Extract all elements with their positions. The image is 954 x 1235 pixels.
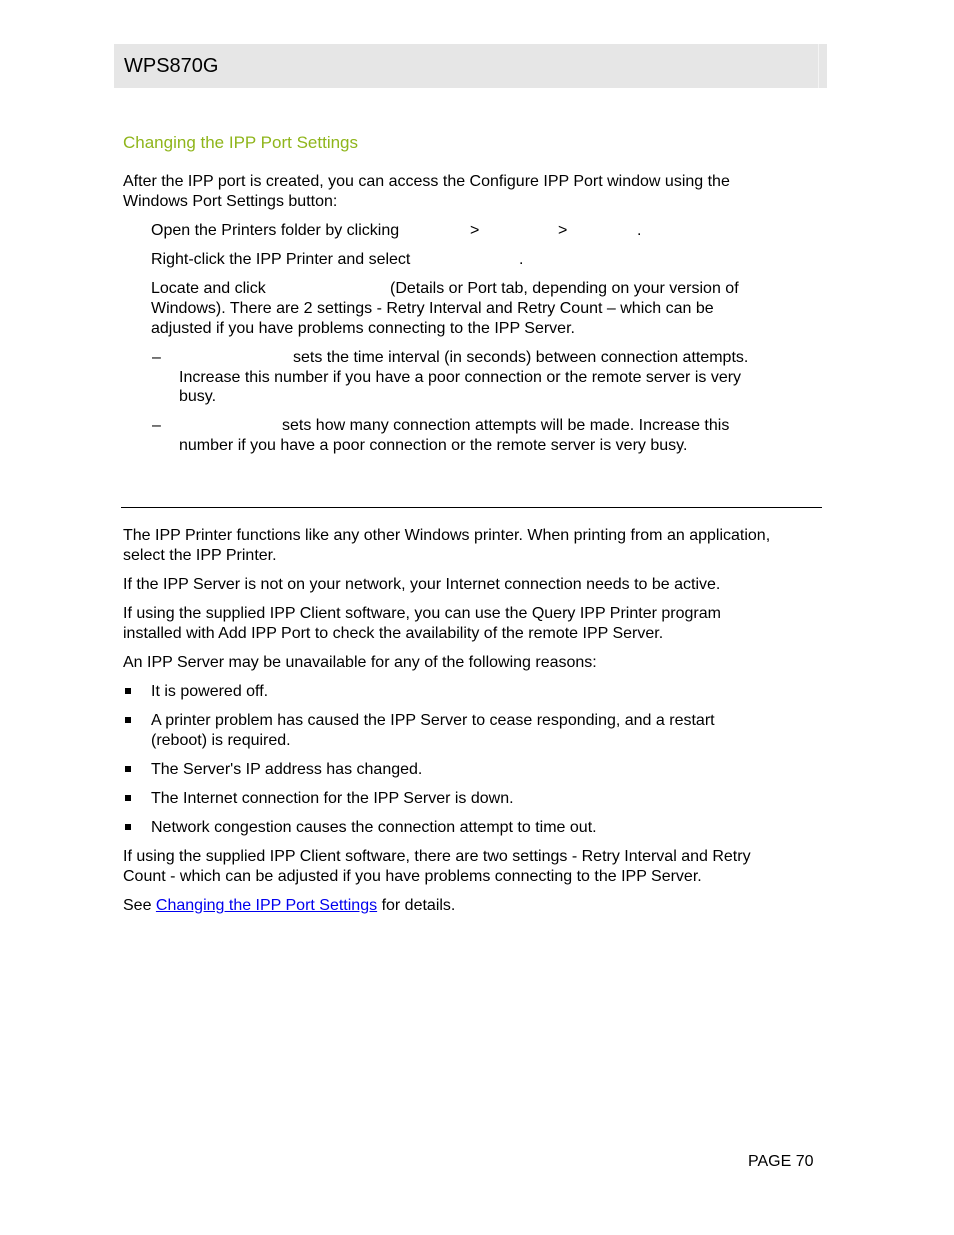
header-divider bbox=[818, 44, 819, 88]
step-1-period: . bbox=[637, 222, 642, 239]
paragraph-4: An IPP Server may be unavailable for any of the following reasons: bbox=[123, 654, 597, 671]
sub-item-1-text: busy. bbox=[179, 388, 217, 405]
section-divider bbox=[121, 507, 822, 508]
step-3-text: adjusted if you have problems connecting to the IPP Server. bbox=[151, 320, 575, 337]
paragraph-1: The IPP Printer functions like any other Windows printer. When printing from an application, bbox=[123, 527, 771, 544]
paragraph-5: If using the supplied IPP Client software, there are two settings - Retry Interval and Retry bbox=[123, 848, 751, 865]
paragraph-5: Count - which can be adjusted if you have problems connecting to the IPP Server. bbox=[123, 868, 702, 885]
see-also-line bbox=[123, 896, 455, 916]
paragraph-1: select the IPP Printer. bbox=[123, 547, 277, 564]
list-item: (reboot) is required. bbox=[151, 732, 291, 749]
paragraph-3: If using the supplied IPP Client software, you can use the Query IPP Printer program bbox=[123, 605, 721, 622]
bullet-marker bbox=[125, 688, 131, 694]
paragraph-2: If the IPP Server is not on your network, your Internet connection needs to be active. bbox=[123, 576, 721, 593]
list-item: The Server's IP address has changed. bbox=[151, 761, 423, 778]
document-title: WPS870G bbox=[124, 55, 219, 77]
changing-ipp-port-settings-link[interactable]: Changing the IPP Port Settings bbox=[155, 897, 378, 914]
list-item: A printer problem has caused the IPP Server to cease responding, and a restart bbox=[151, 712, 715, 729]
see-suffix: for details. bbox=[381, 897, 456, 914]
section-heading: Changing the IPP Port Settings bbox=[123, 133, 359, 152]
list-item: Network congestion causes the connection attempt to time out. bbox=[151, 819, 597, 836]
step-3-text: Windows). There are 2 settings - Retry Interval and Retry Count – which can be bbox=[151, 300, 714, 317]
step-2-text: Right-click the IPP Printer and select bbox=[151, 251, 411, 268]
page-number: PAGE 70 bbox=[748, 1153, 814, 1170]
paragraph-3: installed with Add IPP Port to check the availability of the remote IPP Server. bbox=[123, 625, 664, 642]
intro-line-2: Windows Port Settings button: bbox=[123, 193, 338, 210]
bullet-marker bbox=[125, 766, 131, 772]
sub-item-1-text: sets the time interval (in seconds) between connection attempts. bbox=[293, 349, 749, 366]
sub-item-2-text: number if you have a poor connection or the remote server is very busy. bbox=[179, 437, 688, 454]
bullet-marker bbox=[125, 795, 131, 801]
sub-item-2-text: sets how many connection attempts will be made. Increase this bbox=[282, 417, 730, 434]
sub-item-dash: – bbox=[152, 417, 161, 434]
bullet-marker bbox=[125, 824, 131, 830]
step-3-text: Locate and click bbox=[151, 280, 266, 297]
step-1-text: Open the Printers folder by clicking bbox=[151, 222, 400, 239]
sub-item-dash: – bbox=[152, 349, 161, 366]
header-bar bbox=[114, 44, 827, 88]
step-1-separator: > bbox=[558, 222, 568, 239]
step-1-separator: > bbox=[470, 222, 480, 239]
list-item: The Internet connection for the IPP Server is down. bbox=[151, 790, 514, 807]
see-prefix: See bbox=[123, 897, 152, 914]
bullet-marker bbox=[125, 717, 131, 723]
step-2-period: . bbox=[519, 251, 524, 268]
step-3-text: (Details or Port tab, depending on your version of bbox=[390, 280, 739, 297]
list-item: It is powered off. bbox=[151, 683, 269, 700]
intro-line-1: After the IPP port is created, you can access the Configure IPP Port window using the bbox=[123, 173, 730, 190]
sub-item-1-text: Increase this number if you have a poor connection or the remote server is very bbox=[179, 369, 742, 386]
